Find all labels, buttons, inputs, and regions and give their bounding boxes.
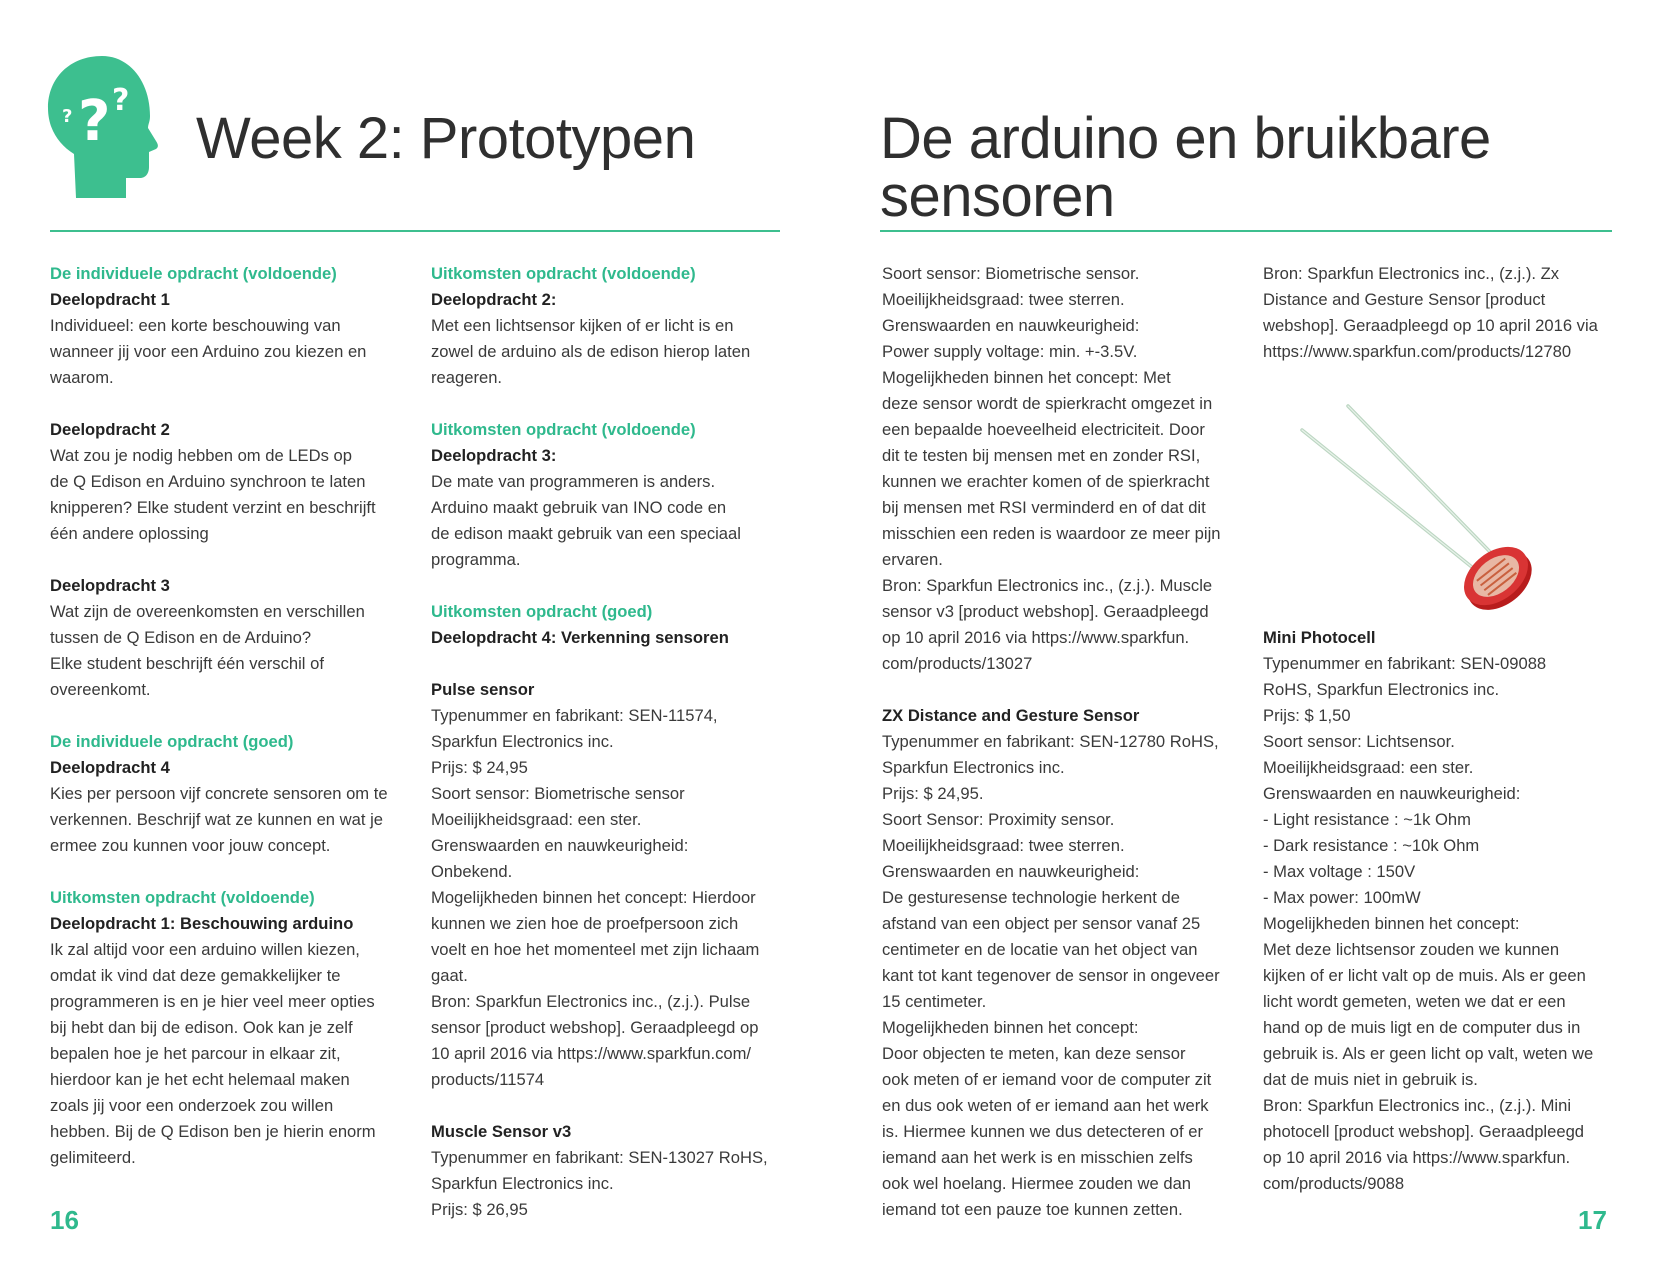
- body-text: De mate van programmeren is anders. Arduino maakt gebruik van INO code en de edison maakt gebruik van een speciaal programma.: [431, 472, 741, 569]
- subheading: Mini Photocell: [1263, 628, 1376, 647]
- body-text: Wat zijn de overeenkomsten en verschillen tussen de Q Edison en de Arduino? Elke student beschrijft één verschil of overeenkomt.: [50, 602, 365, 699]
- subheading: Deelopdracht 1: Beschouwing arduino: [50, 914, 354, 933]
- body-text: Met een lichtsensor kijken of er licht is en zowel de arduino als de edison hierop laten reageren.: [431, 316, 751, 387]
- paragraph-gap: [431, 573, 791, 599]
- subheading: ZX Distance and Gesture Sensor: [882, 706, 1140, 725]
- svg-text:?: ?: [112, 83, 130, 118]
- subheading: Deelopdracht 3:: [431, 446, 557, 465]
- head-question-icon: [46, 52, 158, 202]
- section-heading: Uitkomsten opdracht (voldoende): [431, 420, 696, 439]
- paragraph-gap: [431, 651, 791, 677]
- paragraph-gap: [50, 547, 410, 573]
- paragraph-gap: [882, 677, 1242, 703]
- section-heading: De individuele opdracht (goed): [50, 732, 294, 751]
- divider-left: [50, 230, 780, 232]
- subheading: Deelopdracht 4: Verkenning sensoren: [431, 628, 729, 647]
- paragraph-gap: [50, 391, 410, 417]
- text-column-3: [882, 261, 1242, 1223]
- svg-text:?: ?: [78, 89, 111, 154]
- subheading: Deelopdracht 2:: [431, 290, 557, 309]
- section-heading: Uitkomsten opdracht (voldoende): [50, 888, 315, 907]
- svg-text:?: ?: [62, 106, 73, 127]
- paragraph-gap: [431, 391, 791, 417]
- section-heading: Uitkomsten opdracht (voldoende): [431, 264, 696, 283]
- subheading: Deelopdracht 4: [50, 758, 170, 777]
- section-heading: De individuele opdracht (voldoende): [50, 264, 337, 283]
- divider-right: [880, 230, 1612, 232]
- subheading: Deelopdracht 1: [50, 290, 170, 309]
- paragraph-gap: [431, 1093, 791, 1119]
- text-column-1: [50, 261, 410, 1171]
- body-text: Individueel: een korte beschouwing van wanneer jij voor een Arduino zou kiezen en waarom.: [50, 316, 367, 387]
- photocell-image: [1290, 400, 1560, 635]
- body-text: Kies per persoon vijf concrete sensoren om te verkennen. Beschrijf wat ze kunnen en wat je ermee zou kunnen voor jouw concept.: [50, 784, 388, 855]
- body-text: Wat zou je nodig hebben om de LEDs op de Q Edison en Arduino synchroon te laten knipperen? Elke student verzint en beschrijft één andere oplossing: [50, 446, 376, 543]
- subheading: Deelopdracht 2: [50, 420, 170, 439]
- text-column-2: [431, 261, 791, 1223]
- subheading: Muscle Sensor v3: [431, 1122, 572, 1141]
- body-text: Soort sensor: Biometrische sensor. Moeilijkheidsgraad: twee sterren. Grenswaarden en nauwkeurigheid: Power supply voltage: min. +-3.5V. Mogelijkheden binnen het concept: Met deze sensor wordt de spierkracht omgezet in een bepaalde hoeveelheid electriciteit. Door dit te testen bij mensen met en zonder RSI, kunnen we erachter komen of de spierkracht bij mensen met RSI verminderd en of dat dit misschien een reden is waardoor ze meer pijn ervaren. Bron: Sparkfun Electronics inc., (z.j.). Muscle sensor v3 [product webshop]. Geraadpleegd op 10 april 2016 via https://www.sparkfun. com/products/13027: [882, 264, 1221, 673]
- body-text: Ik zal altijd voor een arduino willen kiezen, omdat ik vind dat deze gemakkelijker te programmeren is en je hier veel meer opties bij hebt dan bij de edison. Ook kan je zelf bepalen hoe je het parcour in elkaar zit, hierdoor kan je het echt helemaal maken zoals jij voor een onderzoek zou willen hebben. Bij de Q Edison ben je hierin enorm gelimiteerd.: [50, 940, 376, 1167]
- body-text: Typenummer en fabrikant: SEN-12780 RoHS, Sparkfun Electronics inc. Prijs: $ 24,95. Soort Sensor: Proximity sensor. Moeilijkheidsgraad: twee sterren. Grenswaarden en nauwkeurigheid: De gesturesense technologie herkent de afstand van een object per sensor vanaf 25 centimeter en de locatie van het object van kant tot kant tegenover de sensor in ongeveer 15 centimeter. Mogelijkheden binnen het concept: Door objecten te meten, kan deze sensor ook meten of er iemand voor de computer zit en dus ook weten of er iemand aan het werk is. Hiermee kunnen we dus detecteren of er iemand aan het werk is en misschien zelfs ook wel hoelang. Hiermee zouden we dan iemand tot een pauze toe kunnen zetten.: [882, 732, 1220, 1219]
- body-text: Typenummer en fabrikant: SEN-09088 RoHS, Sparkfun Electronics inc. Prijs: $ 1,50 Soort sensor: Lichtsensor. Moeilijkheidsgraad: een ster. Grenswaarden en nauwkeurigheid: - Light resistance : ~1k Ohm - Dark resistance : ~10k Ohm - Max voltage : 150V - Max power: 100mW Mogelijkheden binnen het concept: Met deze lichtsensor zouden we kunnen kijken of er licht valt op de muis. Als er geen licht wordt gemeten, weten we dat er een hand op de muis ligt en de computer dus in gebruik is. Als er geen licht op valt, weten we dat de muis niet in gebruik is. Bron: Sparkfun Electronics inc., (z.j.). Mini photocell [product webshop]. Geraadpleegd op 10 april 2016 via https://www.sparkfun. com/products/9088: [1263, 654, 1594, 1193]
- page-title-right: De arduino en bruikbare sensoren: [880, 106, 1491, 229]
- section-heading: Uitkomsten opdracht (goed): [431, 602, 653, 621]
- body-text: Bron: Sparkfun Electronics inc., (z.j.). Zx Distance and Gesture Sensor [product webshop]. Geraadpleegd op 10 april 2016 via https://www.sparkfun.com/products/12780: [1263, 264, 1598, 361]
- body-text: Typenummer en fabrikant: SEN-11574, Sparkfun Electronics inc. Prijs: $ 24,95 Soort sensor: Biometrische sensor Moeilijkheidsgraad: een ster. Grenswaarden en nauwkeurigheid: Onbekend. Mogelijkheden binnen het concept: Hierdoor kunnen we zien hoe de proefpersoon zich voelt en hoe het momenteel met zijn lichaam gaat. Bron: Sparkfun Electronics inc., (z.j.). Pulse sensor [product webshop]. Geraadpleegd op 10 april 2016 via https://www.sparkfun.com/ products/11574: [431, 706, 760, 1089]
- paragraph-gap: [50, 859, 410, 885]
- page-number-left: 16: [50, 1205, 79, 1235]
- body-text: Typenummer en fabrikant: SEN-13027 RoHS, Sparkfun Electronics inc. Prijs: $ 26,95: [431, 1148, 768, 1219]
- paragraph-gap: [50, 703, 410, 729]
- subheading: Pulse sensor: [431, 680, 535, 699]
- page-title-left: Week 2: Prototypen: [196, 106, 696, 171]
- page-number-right: 17: [1578, 1205, 1607, 1235]
- subheading: Deelopdracht 3: [50, 576, 170, 595]
